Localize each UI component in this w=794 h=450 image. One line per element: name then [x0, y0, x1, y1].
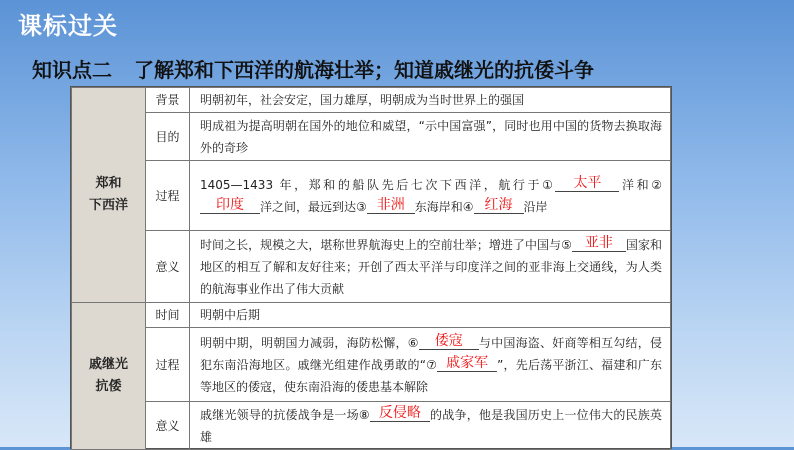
answer-blank-7: 戚家军 — [437, 355, 497, 372]
answer-blank-2: 印度 — [200, 197, 260, 214]
time-text: 明朝中后期 — [190, 303, 671, 328]
knowledge-point-label: 知识点二 — [32, 58, 112, 82]
knowledge-table — [70, 86, 672, 449]
table-row — [72, 161, 671, 231]
table-row — [72, 402, 671, 450]
process-qi-text: 明朝中期，明朝国力减弱，海防松懈，⑥ 倭寇 与中国海盗、奸商等相互勾结，侵犯东南沿海地区。戚继光组建作战勇敢的“⑦ 戚家军 ”，先后荡平浙江、福建和广东等地区的倭寇，使东南沿海的倭患基本解除 — [190, 328, 671, 402]
row-label-purpose: 目的 — [146, 113, 190, 161]
answer-blank-4: 红海 — [474, 197, 524, 214]
background-text: 明朝初年，社会安定，国力雄厚，明朝成为当时世界上的强国 — [190, 88, 671, 113]
page-title: 课标过关 — [18, 12, 118, 40]
table-row — [72, 303, 671, 328]
table-row — [72, 231, 671, 303]
table-row — [72, 328, 671, 402]
row-label-time: 时间 — [146, 303, 190, 328]
significance-qi-text: 戚继光领导的抗倭战争是一场⑧ 反侵略 的战争，他是我国历史上一位伟大的民族英雄 — [190, 402, 671, 450]
answer-blank-5: 亚非 — [572, 235, 626, 252]
purpose-text: 明成祖为提高明朝在国外的地位和威望，“示中国富强”，同时也用中国的货物去换取海外的奇珍 — [190, 113, 671, 161]
category-zhenghe: 郑和 下西洋 — [72, 88, 146, 303]
knowledge-point-topic: 了解郑和下西洋的航海壮举；知道戚继光的抗倭斗争 — [134, 58, 594, 82]
table-row — [72, 113, 671, 161]
table-row — [72, 88, 671, 113]
answer-blank-8: 反侵略 — [370, 405, 430, 422]
row-label-significance-qi: 意义 — [146, 402, 190, 450]
row-label-process-qi: 过程 — [146, 328, 190, 402]
category-qijiguang: 戚继光 抗倭 — [72, 303, 146, 450]
answer-blank-1: 太平 — [555, 175, 619, 192]
row-label-significance: 意义 — [146, 231, 190, 303]
section-heading — [32, 54, 594, 83]
row-label-background: 背景 — [146, 88, 190, 113]
answer-blank-6: 倭寇 — [419, 333, 479, 350]
significance-text: 时间之长，规模之大，堪称世界航海史上的空前壮举；增进了中国与⑤ 亚非 国家和地区的相互了解和友好往来；开创了西太平洋与印度洋之间的亚非海上交通线，为人类的航海事业作出了伟大贡献 — [190, 231, 671, 303]
answer-blank-3: 非洲 — [367, 197, 415, 214]
process-text: 1405—1433 年，郑和的船队先后七次下西洋，航行于① 太平 洋和②印度 洋之间，最远到达③ 非洲 东海岸和④ 红海 沿岸 — [190, 161, 671, 231]
row-label-process: 过程 — [146, 161, 190, 231]
